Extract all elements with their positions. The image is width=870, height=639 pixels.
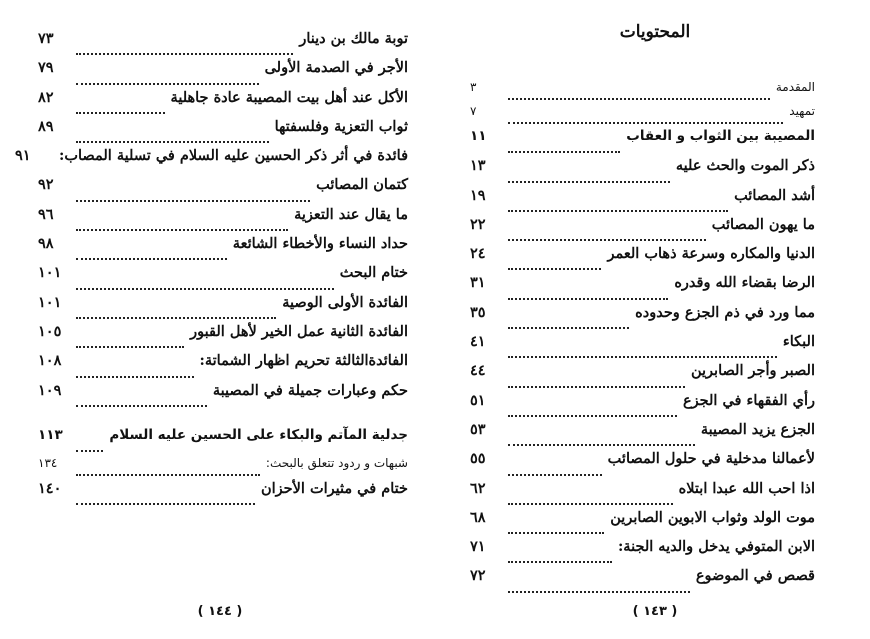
section-gap (38, 411, 408, 427)
dot-leader (76, 258, 227, 260)
toc-entry: الرضا بقضاء الله وقدره ٣١ (470, 274, 815, 303)
toc-entry: فائدة في أثر ذكر الحسين عليه السلام في تسلية المصاب: ٩١ (15, 147, 408, 165)
toc-entry: ختام في مثيرات الأحزان ١٤٠ (38, 480, 408, 509)
toc-entry: كتمان المصائب ٩٢ (38, 176, 408, 205)
dot-leader (508, 122, 783, 124)
toc-entry: حكم وعبارات جميلة في المصيبة ١٠٩ (38, 382, 408, 411)
toc-entry: أشد المصائب ١٩ (470, 187, 815, 216)
toc-entry: الابن المتوفي يدخل والديه الجنة: ٧١ (470, 538, 815, 567)
dot-leader (508, 181, 670, 183)
dot-leader (508, 444, 695, 446)
toc-entry: المقدمة ٣ (470, 80, 815, 104)
dot-leader (508, 356, 777, 358)
toc-entry: قصص في الموضوع ٧٢ (470, 567, 815, 596)
toc-entry: جدلية المآتم والبكاء على الحسين عليه السلام ١١٣ (38, 427, 408, 456)
dot-leader (76, 450, 103, 452)
toc-entry: الفائدة الثانية عمل الخير لأهل القبور ١٠٥ (38, 323, 408, 352)
dot-leader (76, 474, 260, 476)
page-title: المحتويات (619, 22, 691, 42)
toc-entry: حداد النساء والأخطاء الشائعة ٩٨ (38, 235, 408, 264)
toc-entry: ختام البحث ١٠١ (38, 264, 408, 293)
toc-entry: الأكل عند أهل بيت المصيبة عادة جاهلية ٨٢ (38, 89, 408, 118)
toc-list-right (470, 80, 815, 597)
toc-entry: مما ورد في ذم الجزع وحدوده ٣٥ (470, 304, 815, 333)
dot-leader (76, 229, 288, 231)
dot-leader (76, 346, 184, 348)
toc-entry: لأعمالنا مدخلية في حلول المصائب ٥٥ (470, 450, 815, 479)
page-number: ( ١٤٣ ) (632, 604, 678, 619)
dot-leader (508, 210, 728, 212)
dot-leader (76, 112, 165, 114)
toc-entry: موت الولد وثواب الابوين الصابرين ٦٨ (470, 509, 815, 538)
dot-leader (508, 532, 604, 534)
dot-leader (508, 239, 706, 241)
toc-entry: البكاء ٤١ (470, 333, 815, 362)
page-number: ( ١٤٤ ) (197, 604, 243, 619)
dot-leader (508, 561, 612, 563)
toc-entry: ثواب التعزية وفلسفتها ٨٩ (38, 118, 408, 147)
dot-leader (508, 298, 668, 300)
dot-leader (76, 503, 255, 505)
dot-leader (76, 200, 310, 202)
dot-leader (508, 415, 677, 417)
toc-entry: اذا احب الله عبدا ابتلاه ٦٢ (470, 480, 815, 509)
dot-leader (76, 141, 269, 143)
toc-entry: ما يقال عند التعزية ٩٦ (38, 206, 408, 235)
dot-leader (76, 376, 194, 378)
dot-leader (508, 474, 602, 476)
dot-leader (508, 98, 770, 100)
dot-leader (76, 405, 207, 407)
toc-entry: الفائدةالثالثة تحريم اظهار الشماتة: ١٠٨ (38, 352, 408, 381)
toc-entry: الأجر في الصدمة الأولى ٧٩ (38, 59, 408, 88)
dot-leader (76, 53, 293, 55)
toc-entry: الدنيا والمكاره وسرعة ذهاب العمر ٢٤ (470, 245, 815, 274)
toc-entry: توبة مالك بن دينار ٧٣ (38, 30, 408, 59)
dot-leader (508, 503, 673, 505)
toc-entry: تمهيد ٧ (470, 104, 815, 128)
toc-entry: شبهات و ردود تتعلق بالبحث: ١٣٤ (38, 456, 408, 480)
dot-leader (76, 83, 259, 85)
toc-list-left (15, 30, 408, 509)
toc-entry: الصبر وأجر الصابرين ٤٤ (470, 362, 815, 391)
toc-entry: ما يهون المصائب ٢٢ (470, 216, 815, 245)
dot-leader (76, 288, 334, 290)
toc-entry: الفائدة الأولى الوصية ١٠١ (38, 294, 408, 323)
dot-leader (508, 591, 690, 593)
toc-entry: الجزع يزيد المصيبة ٥٣ (470, 421, 815, 450)
dot-leader (76, 317, 276, 319)
dot-leader (508, 386, 685, 388)
dot-leader (508, 151, 620, 153)
toc-entry: ذكر الموت والحث عليه ١٣ (470, 157, 815, 186)
dot-leader (508, 268, 601, 270)
toc-entry: المصيبة بين الثواب و العقاب ١١ (470, 128, 815, 157)
right-page (440, 0, 870, 639)
toc-entry: رأي الفقهاء في الجزع ٥١ (470, 392, 815, 421)
dot-leader (508, 327, 629, 329)
